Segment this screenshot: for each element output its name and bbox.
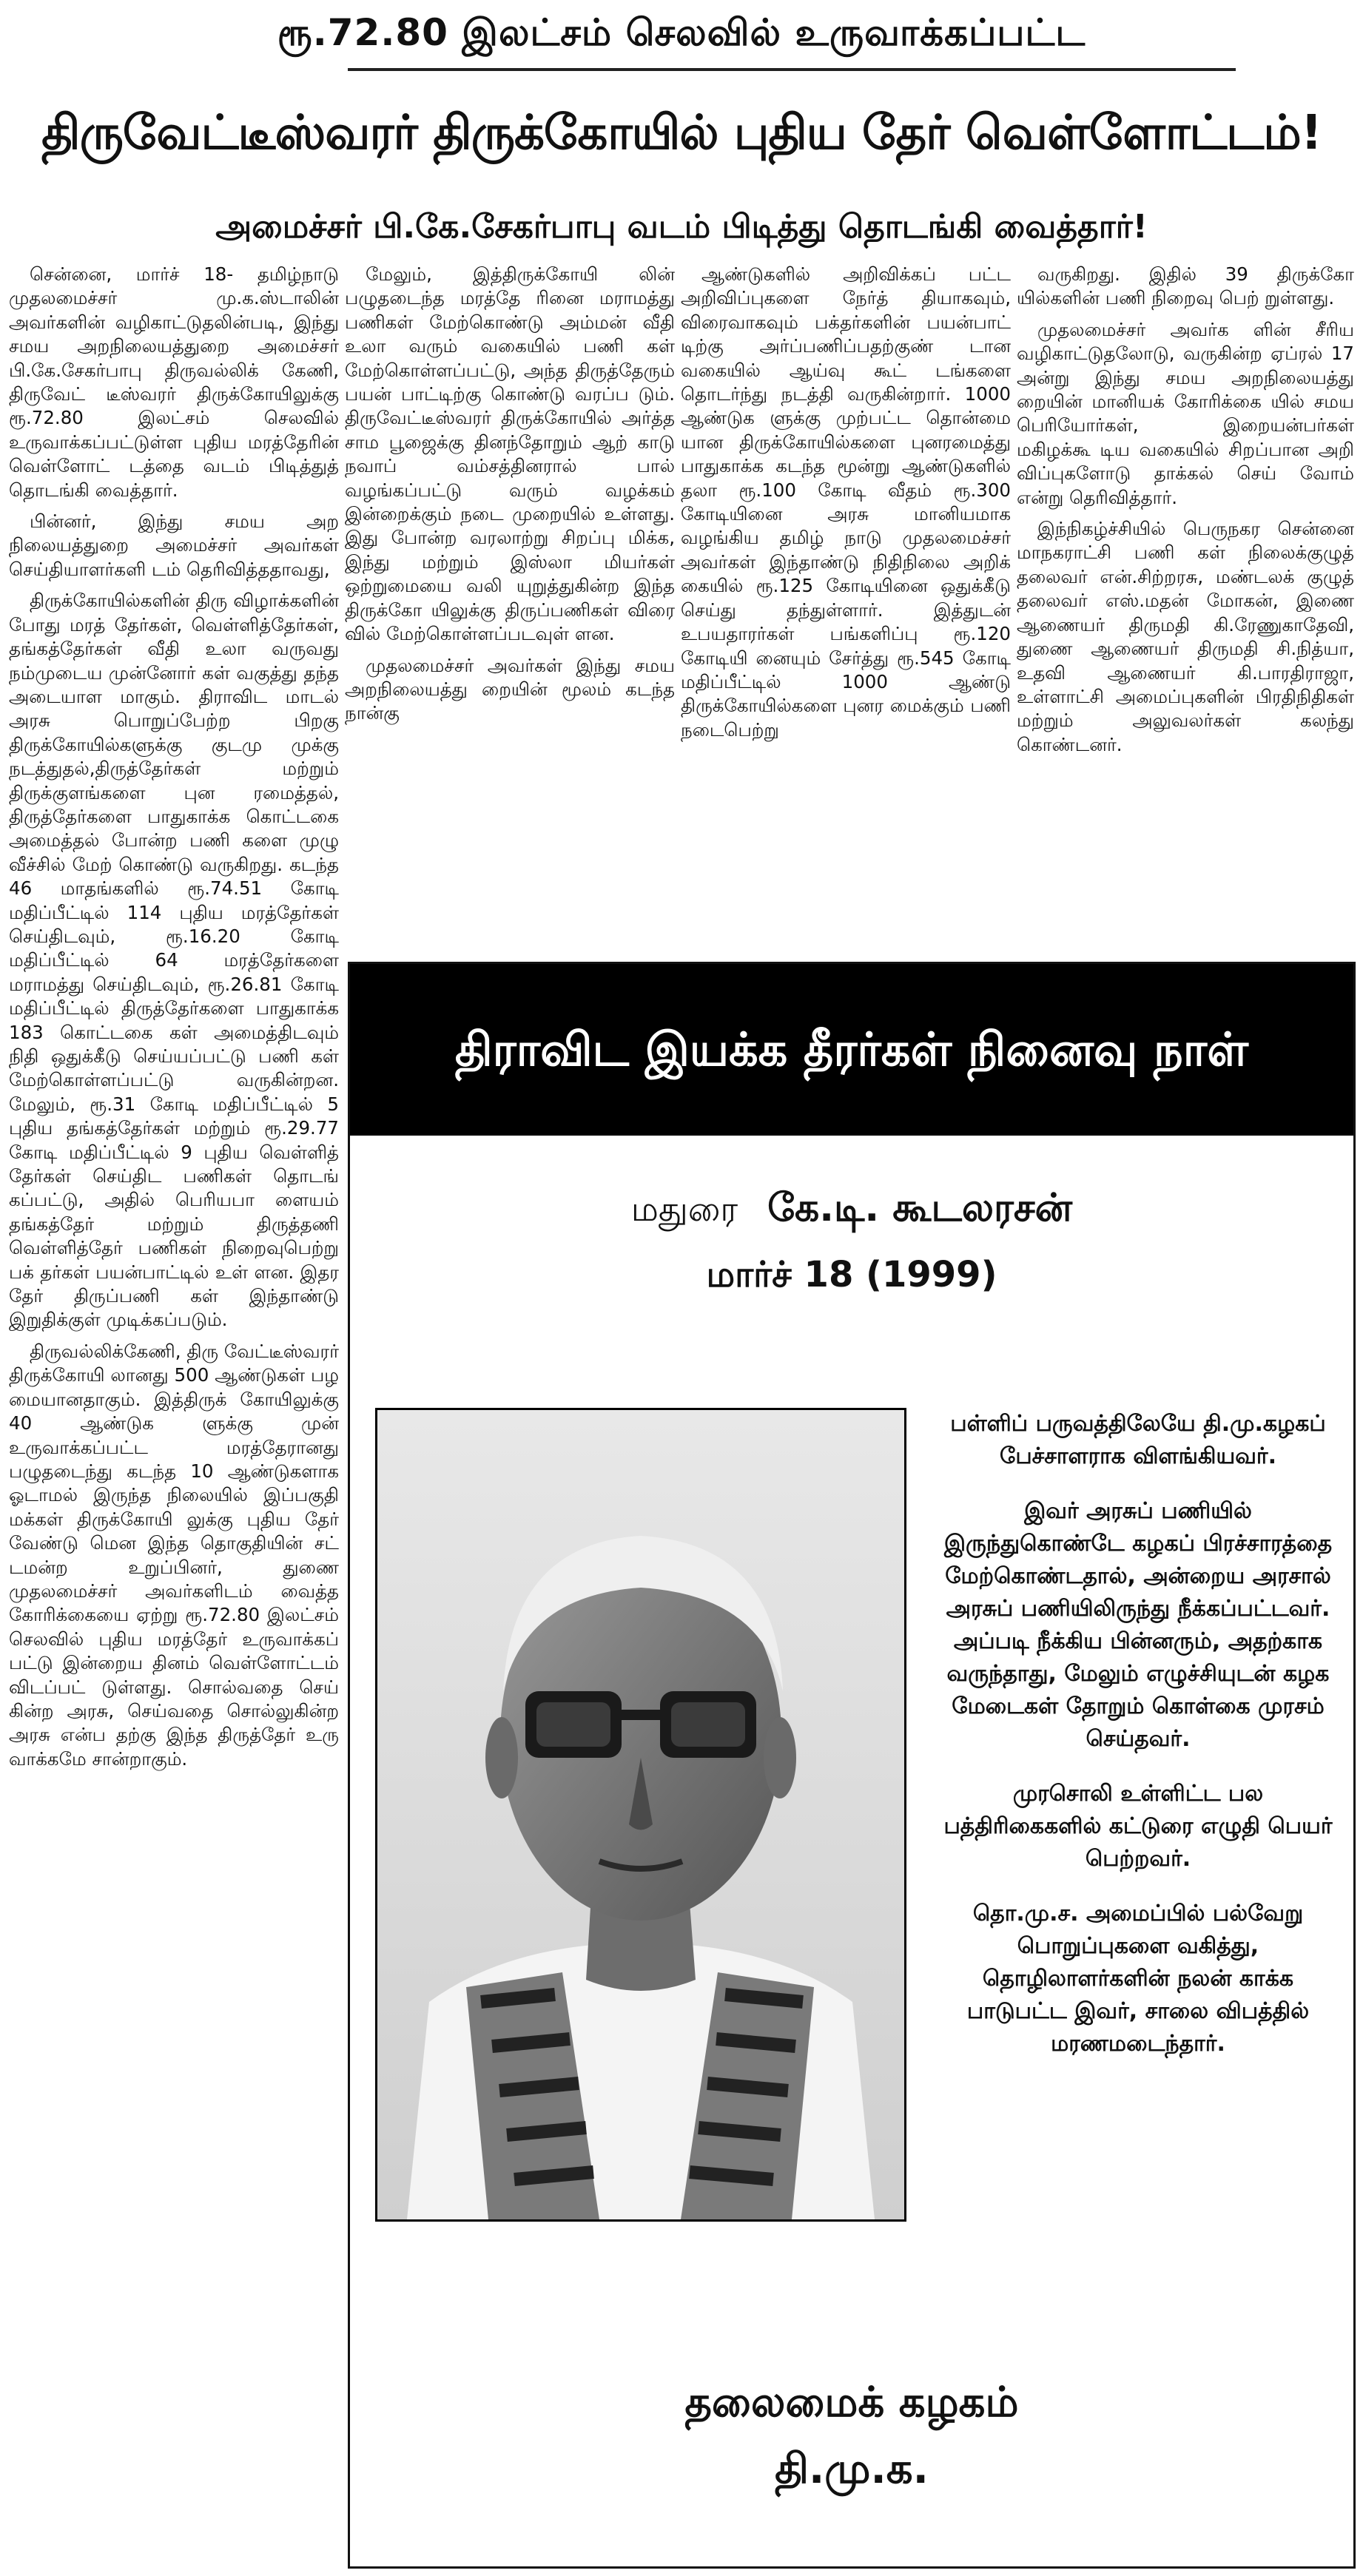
article-paragraph: திருக்கோயில்களின் திரு விழாக்களின் போது மரத் தேர்கள், வெள்ளித்தேர்கள், தங்கத்தேர்கள் வீதி உலா வருவது நம்முடைய முன்னோர் கள் வகுத்து தந்த அடையாள மாகும். திராவிட மாடல் அரசு பொறுப்பேற்ற பிறகு திருக்கோயில்களுக்கு குடமு முக்கு நடத்துதல்,திருத்தேர்கள் மற்றும் திருக்குளங்களை புன ரமைத்தல், திருத்தேர்களை பாதுகாக்க கொட்டகை அமைத்தல் போன்ற பணி களை முழு வீச்சில் மேற் கொண்டு வருகிறது. கடந்த 46 மாதங்களில் ரூ.74.51 கோடி மதிப்பீட்டில் 114 புதிய மரத்தேர்கள் செய்திடவும், ரூ.16.20 கோடி மதிப்பீட்டில் 64 மரத்தேர்களை மராமத்து செய்திடவும், ரூ.26.81 கோடி மதிப்பீட்டில் திருத்தேர்களை பாதுகாக்க 183 கொட்டகை கள் அமைத்திடவும் நிதி ஒதுக்கீடு செய்யப்பட்டு பணி கள் மேற்கொள்ளப்பட்டு வருகின்றன. மேலும், ரூ.31 கோடி மதிப்பீட்டில் 5 புதிய தங்கத்தேர்கள் மற்றும் ரூ.29.77 கோடி மதிப்பீட்டில் 9 புதிய வெள்ளித் தேர்கள் செய்திட பணிகள் தொடங் கப்பட்டு, அதில் பெரியபா ளையம் தங்கத்தேர் மற்றும் திருத்தணி வெள்ளித்தேர் பணிகள் நிறைவுபெற்று பக் தர்கள் பயன்பாட்டில் உள் ளன. இதர தேர் திருப்பணி கள் இந்தாண்டு இறுதிக்குள் முடிக்கப்படும். [9, 590, 339, 1331]
memorial-place: மதுரை [630, 1189, 738, 1229]
article-paragraph: ஆண்டுகளில் அறிவிக்கப் பட்ட அறிவிப்புகளை நேர்த் தியாகவும், விரைவாகவும் பக்தர்களின் பயன்பாட் டிற்கு அர்ப்பணிப்பதற்குண் டான வகையில் ஆய்வு கூட் டங்களை தொடர்ந்து நடத்தி வருகின்றார். 1000 ஆண்டுக ளுக்கு முற்பட்ட தொன்மை யான திருக்கோயில்களை புனரமைத்து பாதுகாக்க கடந்த மூன்று ஆண்டுகளில் தலா ரூ.100 கோடி வீதம் ரூ.300 கோடியினை அரசு மானியமாக வழங்கிய தமிழ் நாடு முதலமைச்சர் அவர்கள் இந்தாண்டு நிதிநிலை அறிக் கையில் ரூ.125 கோடியினை ஒதுக்கீடு செய்து தந்துள்ளார். இத்துடன் உபயதாரர்கள் பங்களிப்பு ரூ.120 கோடியி னையும் சேர்த்து ரூ.545 கோடி மதிப்பீட்டில் 1000 ஆண்டு திருக்கோயில்களை புனர மைக்கும் பணி நடைபெற்று [681, 263, 1011, 741]
article-paragraph: சென்னை, மார்ச் 18- தமிழ்நாடு முதலமைச்சர் மு.க.ஸ்டாலின் அவர்களின் வழிகாட்டுதலின்படி, இந்து சமய அறநிலையத்துறை அமைச்சர் பி.கே.சேகர்பாபு திருவல்லிக் கேணி, திருவேட் டீஸ்வரர் திருக்கோயிலுக்கு ரூ.72.80 இலட்சம் செலவில் உருவாக்கப்பட்டுள்ள புதிய மரத்தேரின் வெள்ளோட் டத்தை வடம் பிடித்துத் தொடங்கி வைத்தார். [9, 263, 339, 501]
article-column-4 [1017, 263, 1354, 958]
kicker-line: ரூ.72.80 இலட்சம் செலவில் உருவாக்கப்பட்ட [277, 11, 1086, 54]
memorial-bio [935, 1408, 1342, 2083]
memorial-person-name: கே.டி. கூடலரசன் [767, 1186, 1073, 1230]
memorial-footer [350, 2370, 1353, 2503]
bio-paragraph: முரசொலி உள்ளிட்ட பல பத்திரிகைகளில் கட்டுரை எழுதி பெயர் பெற்றவர். [943, 1781, 1333, 1872]
headline: திருவேட்டீஸ்வரர் திருக்கோயில் புதிய தேர் வெள்ளோட்டம்! [41, 106, 1322, 161]
memorial-date: மார்ச் 18 (1999) [706, 1254, 997, 1295]
footer-party: தி.மு.க. [775, 2445, 929, 2493]
memorial-name [350, 1179, 1353, 1238]
kicker-divider [348, 68, 1236, 71]
bio-paragraph: பள்ளிப் பருவத்திலேயே தி.மு.கழகப் பேச்சாளராக விளங்கியவர். [950, 1411, 1326, 1469]
article-paragraph: இந்நிகழ்ச்சியில் பெருநகர சென்னை மாநகராட்சி பணி கள் நிலைக்குழுத் தலைவர் என்.சிற்றரசு, மண்டலக் குழுத் தலைவர் எஸ்.மதன் மோகன், இணை ஆணையர் திருமதி கி.ரேணுகாதேவி, துணை ஆணையர் திருமதி சி.நித்யா, உதவி ஆணையர் கி.பாரதிராஜா, உள்ளாட்சி அமைப்புகளின் பிரதிநிதிகள் மற்றும் அலுவலர்கள் கலந்து கொண்டனர். [1017, 518, 1354, 755]
bio-paragraph: தொ.மு.ச. அமைப்பில் பல்வேறு பொறுப்புகளை வகித்து, தொழிலாளர்களின் நலன் காக்க பாடுபட்ட இவர், சாலை விபத்தில் மரணமடைந்தார். [966, 1901, 1310, 2057]
bio-paragraph: இவர் அரசுப் பணியில் இருந்துகொண்டே கழகப் பிரச்சாரத்தை மேற்கொண்டதால், அன்றைய அரசால் அரசுப் பணியிலிருந்து நீக்கப்பட்டவர். அப்படி நீக்கிய பின்னரும், அதற்காக வருந்தாது, மேலும் எழுச்சியுடன் கழக மேடைகள் தோறும் கொள்கை முரசம் செய்தவர். [943, 1498, 1333, 1752]
article-paragraph: வருகிறது. இதில் 39 திருக்கோ யில்களின் பணி நிறைவு பெற் றுள்ளது. [1017, 263, 1354, 309]
portrait-photo [375, 1408, 906, 2222]
article-paragraph: முதலமைச்சர் அவர்கள் இந்து சமய அறநிலையத்து றையின் மூலம் கடந்த நான்கு [345, 654, 675, 724]
article-column-1 [9, 263, 339, 2571]
article-paragraph: திருவல்லிக்கேணி, திரு வேட்டீஸ்வரர் திருக்கோயி லானது 500 ஆண்டுகள் பழ மையானதாகும். இத்திருக் கோயிலுக்கு 40 ஆண்டுக ளுக்கு முன் உருவாக்கப்பட்ட மரத்தேரானது பழுதடைந்து கடந்த 10 ஆண்டுகளாக ஓடாமல் இருந்த நிலையில் இப்பகுதி மக்கள் திருக்கோயி லுக்கு புதிய தேர் வேண்டு மென இந்த தொகுதியின் சட் டமன்ற உறுப்பினர், துணை முதலமைச்சர் அவர்களிடம் வைத்த கோரிக்கையை ஏற்று ரூ.72.80 இலட்சம் செலவில் புதிய மரத்தேர் உருவாக்கப் பட்டு இன்றைய தினம் வெள்ளோட்டம் விடப்பட் டுள்ளது. சொல்வதை செய் கின்ற அரசு, செய்வதை சொல்லுகின்ற அரசு என்ப தற்கு இந்த திருத்தேர் உரு வாக்கமே சான்றாகும். [9, 1340, 339, 1770]
footer-headquarters: தலைமைக் கழகம் [684, 2378, 1019, 2427]
memorial-box [348, 962, 1356, 2569]
article-paragraph: பின்னர், இந்து சமய அற நிலையத்துறை அமைச்சர் அவர்கள் செய்தியாளர்களி டம் தெரிவித்ததாவது, [9, 510, 339, 580]
article-column-2 [345, 263, 675, 943]
subheadline: அமைச்சர் பி.கே.சேகர்பாபு வடம் பிடித்து தொடங்கி வைத்தார்! [215, 208, 1148, 246]
article-column-3 [681, 263, 1011, 943]
article-paragraph: மேலும், இத்திருக்கோயி லின் பழுதடைந்த மரத்தே ரினை மராமத்து பணிகள் மேற்கொண்டு அம்மன் வீதி உலா வரும் வகையில் பணி கள் மேற்கொள்ளப்பட்டு, அந்த திருத்தேரும் பயன் பாட்டிற்கு கொண்டு வரப்ப டும். திருவேட்டீஸ்வரர் திருக்கோயில் அர்த்த சாம பூஜைக்கு தினந்தோறும் ஆற் காடு நவாப் வம்சத்தினரால் பால் வழங்கப்பட்டு வரும் வழக்கம் இன்றைக்கும் நடை முறையில் உள்ளது. இது போன்ற வரலாற்று சிறப்பு மிக்க, இந்து மற்றும் இஸ்லா மியர்கள் ஒற்றுமையை வலி யுறுத்துகின்ற இந்த திருக்கோ யிலுக்கு திருப்பணிகள் விரை வில் மேற்கொள்ளப்படவுள் ளன. [345, 263, 675, 645]
memorial-banner: திராவிட இயக்க தீரர்கள் நினைவு நாள் [350, 964, 1353, 1136]
article-paragraph: முதலமைச்சர் அவர்க ளின் சீரிய வழிகாட்டுதலோடு, வருகின்ற ஏப்ரல் 17 அன்று இந்து சமய அறநிலையத்து றையின் மானியக் கோரிக்கை யில் சமய பெரியோர்கள், இறையன்பர்கள் மகிழக்கூ டிய வகையில் சிறப்பான அறி விப்புகளோடு தாக்கல் செய் வோம் என்று தெரிவித்தார். [1017, 318, 1354, 508]
portrait-illustration [377, 1410, 904, 2219]
